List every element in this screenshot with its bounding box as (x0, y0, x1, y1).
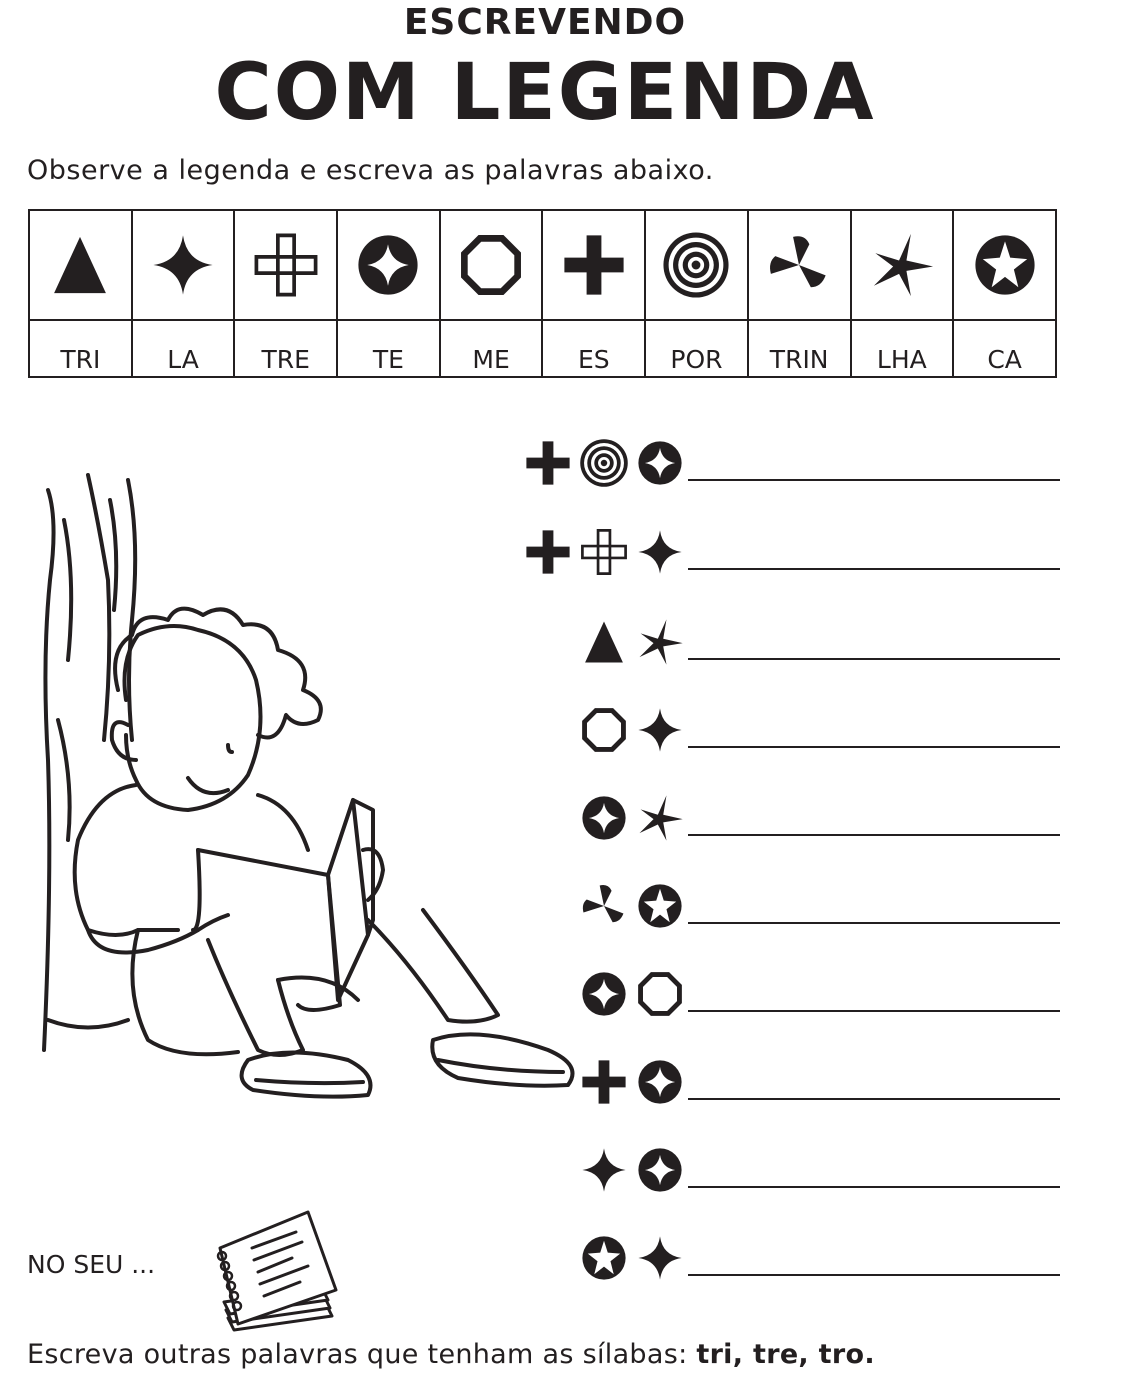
answer-line[interactable] (688, 746, 1060, 748)
notebook-icon (208, 1208, 343, 1333)
legend-syllable-label: TRIN (748, 320, 851, 377)
legend-symbol-cell (748, 210, 851, 320)
answer-line[interactable] (688, 834, 1060, 836)
footer-prompt (27, 1339, 875, 1370)
footer-no-seu: NO SEU ... (27, 1250, 156, 1279)
four-point-star-icon (577, 1143, 631, 1197)
legend-symbol-cell (440, 210, 543, 320)
answer-line[interactable] (688, 1098, 1060, 1100)
legend-syllable-label: TE (337, 320, 440, 377)
five-point-star-icon (633, 791, 687, 845)
footer-syllables: tri, tre, tro. (696, 1339, 875, 1370)
exercise-row (520, 1228, 1065, 1288)
title-top: ESCREVENDO (403, 2, 687, 43)
exercise-symbols (577, 964, 687, 1024)
instruction-text: Observe a legenda e escreva as palavras abaixo. (27, 155, 714, 186)
exercise-row (520, 876, 1065, 936)
outline-cross-icon (249, 228, 323, 302)
exercise-symbols (577, 1228, 687, 1288)
target-icon (659, 228, 733, 302)
exercise-row (520, 964, 1065, 1024)
answer-line[interactable] (688, 1186, 1060, 1188)
answer-line[interactable] (688, 658, 1060, 660)
legend-symbol-cell (29, 210, 132, 320)
exercise-symbols (577, 1052, 687, 1112)
legend-syllable-label: LHA (851, 320, 954, 377)
octagon-icon (633, 967, 687, 1021)
answer-line[interactable] (688, 568, 1060, 570)
exercise-row (520, 1052, 1065, 1112)
legend-symbol-cell (132, 210, 235, 320)
five-point-star-icon (633, 615, 687, 669)
circle-five-star-icon (633, 879, 687, 933)
four-point-star-icon (146, 228, 220, 302)
four-point-star-icon (633, 525, 687, 579)
footer-prompt-text: Escreva outras palavras que tenham as sílabas: (27, 1339, 697, 1370)
legend-syllable-label: LA (132, 320, 235, 377)
legend-syllable-label: ME (440, 320, 543, 377)
legend-symbol-cell (337, 210, 440, 320)
legend-syllable-label: POR (645, 320, 748, 377)
answer-line[interactable] (688, 1010, 1060, 1012)
legend-syllable-label: CA (953, 320, 1056, 377)
four-point-star-icon (633, 703, 687, 757)
exercise-row (520, 612, 1065, 672)
octagon-icon (454, 228, 528, 302)
legend-syllable-label: ES (542, 320, 645, 377)
exercise-row (520, 1140, 1065, 1200)
circle-five-star-icon (577, 1231, 631, 1285)
page-title: COM LEGENDA (214, 48, 876, 138)
exercise-row (520, 700, 1065, 760)
exercise-row (520, 788, 1065, 848)
legend-syllable-row (29, 320, 1056, 377)
answer-line[interactable] (688, 479, 1060, 481)
legend-table (28, 209, 1057, 378)
circle-star-icon (351, 228, 425, 302)
exercise-row (520, 522, 1065, 582)
answer-line[interactable] (688, 922, 1060, 924)
legend-syllable-label: TRE (234, 320, 337, 377)
exercise-symbols (577, 876, 687, 936)
circle-star-icon (633, 1143, 687, 1197)
circle-five-star-icon (968, 228, 1042, 302)
exercise-symbols (577, 1140, 687, 1200)
legend-symbol-cell (851, 210, 954, 320)
circle-star-icon (633, 436, 687, 490)
answer-line[interactable] (688, 1274, 1060, 1276)
circle-star-icon (633, 1055, 687, 1109)
triangle-icon (43, 228, 117, 302)
legend-syllable-label: TRI (29, 320, 132, 377)
legend-symbol-cell (234, 210, 337, 320)
legend-symbol-cell (953, 210, 1056, 320)
five-point-star-icon (865, 228, 939, 302)
exercise-row (520, 433, 1065, 493)
exercise-symbols (577, 788, 687, 848)
propeller-icon (762, 228, 836, 302)
legend-symbol-cell (542, 210, 645, 320)
bold-cross-icon (557, 228, 631, 302)
four-point-star-icon (633, 1231, 687, 1285)
legend-symbol-cell (645, 210, 748, 320)
boy-reading-under-tree-illustration (28, 460, 588, 1120)
exercise-symbols (577, 612, 687, 672)
exercise-symbols (577, 700, 687, 760)
legend-symbol-row (29, 210, 1056, 320)
